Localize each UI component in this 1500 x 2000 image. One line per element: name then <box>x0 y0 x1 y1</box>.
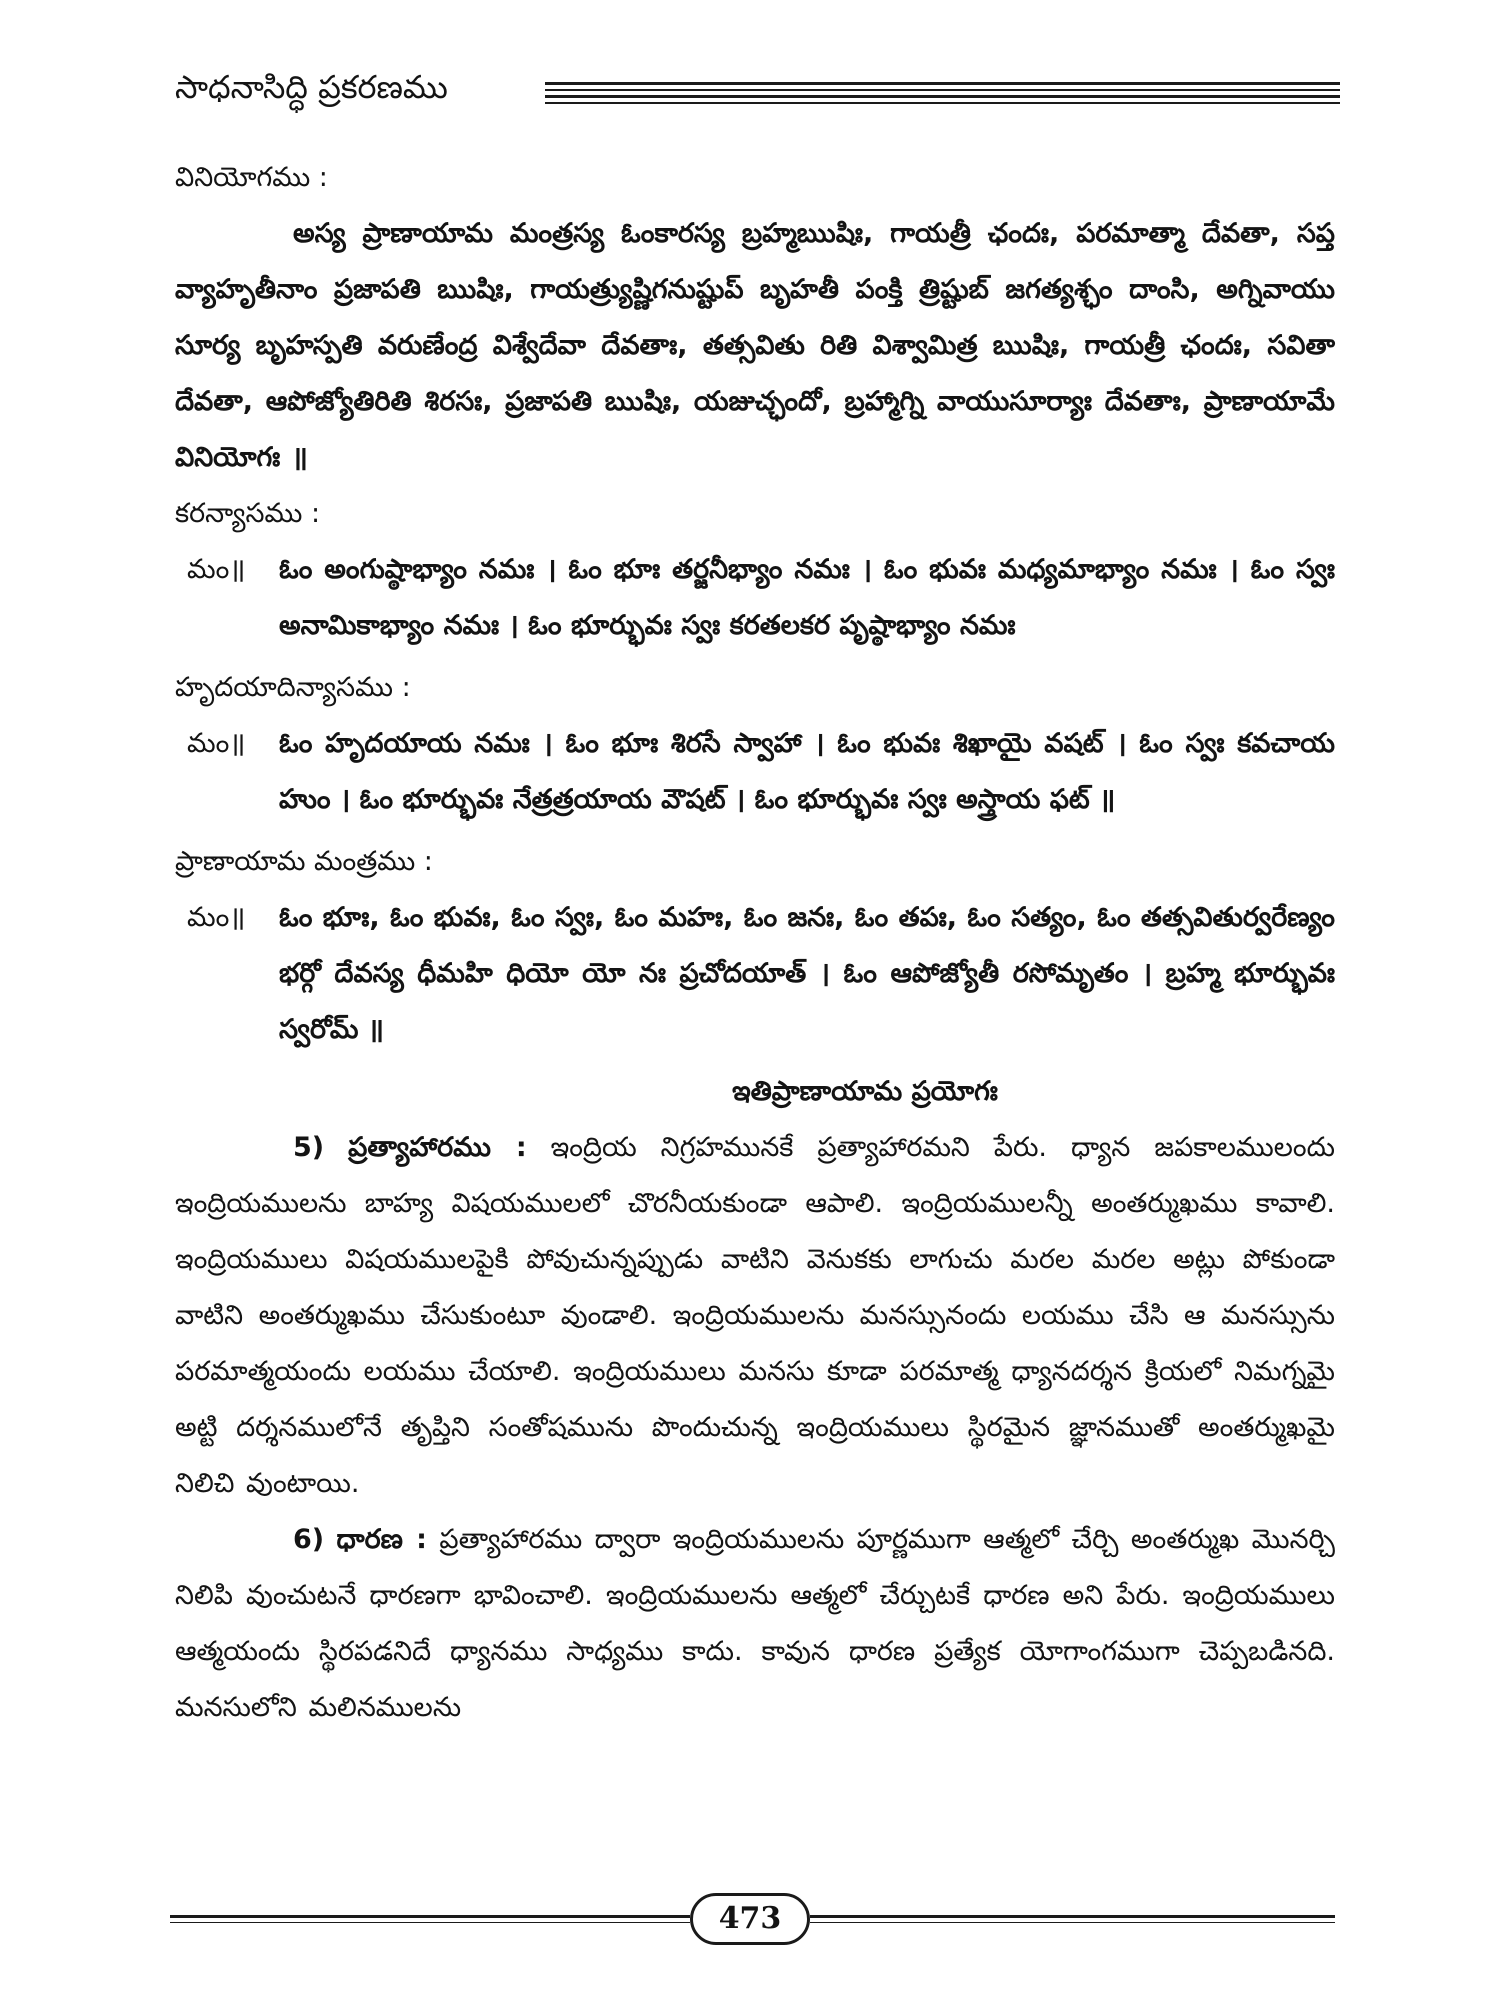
mantra-label: మం॥ <box>187 902 246 933</box>
mantra-label: మం॥ <box>187 554 246 585</box>
heading-karanyasa: కరన్యాసము : <box>175 498 321 529</box>
heading-viniyoga: వినియోగము : <box>175 162 328 193</box>
hrdayadinyasa-mantra <box>175 716 1335 828</box>
karanyasa-mantra <box>175 542 1335 654</box>
header-rule <box>545 82 1340 108</box>
page-body <box>175 150 1335 1736</box>
page-footer <box>170 1885 1335 1945</box>
dharana-number: 6) <box>293 1524 325 1555</box>
running-header <box>175 62 1340 122</box>
mantra-label: మం॥ <box>187 728 246 759</box>
viniyoga-text: అస్య ప్రాణాయామ మంత్రస్య ఓంకారస్య బ్రహ్మఋషిః, గాయత్రీ ఛందః, పరమాత్మా దేవతా, సప్త వ్యాహృతీనాం ప్రజాపతి ఋషిః, గాయత్ర్యుష్ణిగనుష్టుప్ బృహతీ పంక్తి త్రిష్టుబ్ జగత్యశ్ఛం దాంసి, అగ్నివాయు సూర్య బృహస్పతి వరుణేంద్ర విశ్వేదేవా దేవతాః, తత్సవితు రితి విశ్వామిత్ర ఋషిః, గాయత్రీ ఛందః, సవితా దేవతా, ఆపోజ్యోతిరితి శిరసః, ప్రజాపతి ఋషిః, యజుచ్ఛందో, బ్రహ్మాగ్ని వాయుసూర్యాః దేవతాః, ప్రాణాయామే వినియోగః ॥ <box>175 218 1335 473</box>
dharana-term: ధారణ : <box>336 1524 427 1555</box>
page-number: 473 <box>690 1893 810 1945</box>
dharana-text: ప్రత్యాహారము ద్వారా ఇంద్రియములను పూర్ణముగా ఆత్మలో చేర్చి అంతర్ముఖ మొనర్చి నిలిపి వుంచుటనే ధారణగా భావించాలి. ఇంద్రియములను ఆత్మలో చేర్చుటకే ధారణ అని పేరు. ఇంద్రియములు ఆత్మయందు స్థిరపడనిదే ధ్యానము సాధ్యము కాదు. కావున ధారణ ప్రత్యేక యోగాంగముగా చెప్పబడినది. మనసులోని మలినములను <box>175 1524 1335 1723</box>
pranayama-mantra-text: ఓం భూః, ఓం భువః, ఓం స్వః, ఓం మహః, ఓం జనః, ఓం తపః, ఓం సత్యం, ఓం తత్సవితుర్వరేణ్యం భర్గో దేవస్య ధీమహి ధియో యో నః ప్రచోదయాత్ । ఓం ఆపోజ్యోతీ రసోమృతం । బ్రహ్మ భూర్భువః స్వరోమ్ ॥ <box>279 902 1335 1045</box>
dharana-paragraph <box>175 1512 1335 1736</box>
footer-rule-right <box>810 1915 1335 1918</box>
pratyahara-paragraph <box>175 1120 1335 1512</box>
pratyahara-number: 5) <box>293 1132 325 1163</box>
pratyahara-term: ప్రత్యాహారము : <box>348 1132 527 1163</box>
footer-rule-left-thin <box>170 1922 690 1923</box>
footer-rule-left <box>170 1915 690 1918</box>
hrdayadinyasa-text: ఓం హృదయాయ నమః । ఓం భూః శిరసే స్వాహా । ఓం భువః శిఖాయై వషట్ । ఓం స్వః కవచాయ హుం । ఓం భూర్భువః నేత్రత్రయాయ వౌషట్ । ఓం భూర్భువః స్వః అస్త్రాయ ఫట్ ॥ <box>279 728 1335 815</box>
karanyasa-text: ఓం అంగుష్ఠాభ్యాం నమః । ఓం భూః తర్జనీభ్యాం నమః । ఓం భువః మధ్యమాభ్యాం నమః । ఓం స్వః అనామికాభ్యాం నమః । ఓం భూర్భువః స్వః కరతలకర పృష్ఠాభ్యాం నమః <box>279 554 1335 641</box>
pranayama-closing: ఇతిప్రాణాయామ ప్రయోగః <box>732 1076 998 1107</box>
running-title: సాధనాసిద్ధి ప్రకరణము <box>175 68 448 106</box>
pratyahara-text: ఇంద్రియ నిగ్రహమునకే ప్రత్యాహారమని పేరు. ధ్యాన జపకాలములందు ఇంద్రియములను బాహ్య విషయములలో చొరనీయకుండా ఆపాలి. ఇంద్రియములన్నీ అంతర్ముఖము కావాలి. ఇంద్రియములు విషయములపైకి పోవుచున్నప్పుడు వాటిని వెనుకకు లాగుచు మరల మరల అట్లు పోకుండా వాటిని అంతర్ముఖము చేసుకుంటూ వుండాలి. ఇంద్రియములను మనస్సునందు లయము చేసి ఆ మనస్సును పరమాత్మయందు లయము చేయాలి. ఇంద్రియములు మనసు కూడా పరమాత్మ ధ్యానదర్శన క్రియలో నిమగ్నమై అట్టి దర్శనములోనే తృప్తిని సంతోషమును పొందుచున్న ఇంద్రియములు స్థిరమైన జ్ఞానముతో అంతర్ముఖమై నిలిచి వుంటాయి. <box>175 1132 1335 1499</box>
pranayama-mantra <box>175 890 1335 1058</box>
heading-hrdayadinyasa: హృదయాదిన్యాసము : <box>175 672 411 703</box>
footer-rule-right-thin <box>810 1922 1335 1923</box>
heading-pranayama-mantra: ప్రాణాయామ మంత్రము : <box>175 846 433 877</box>
